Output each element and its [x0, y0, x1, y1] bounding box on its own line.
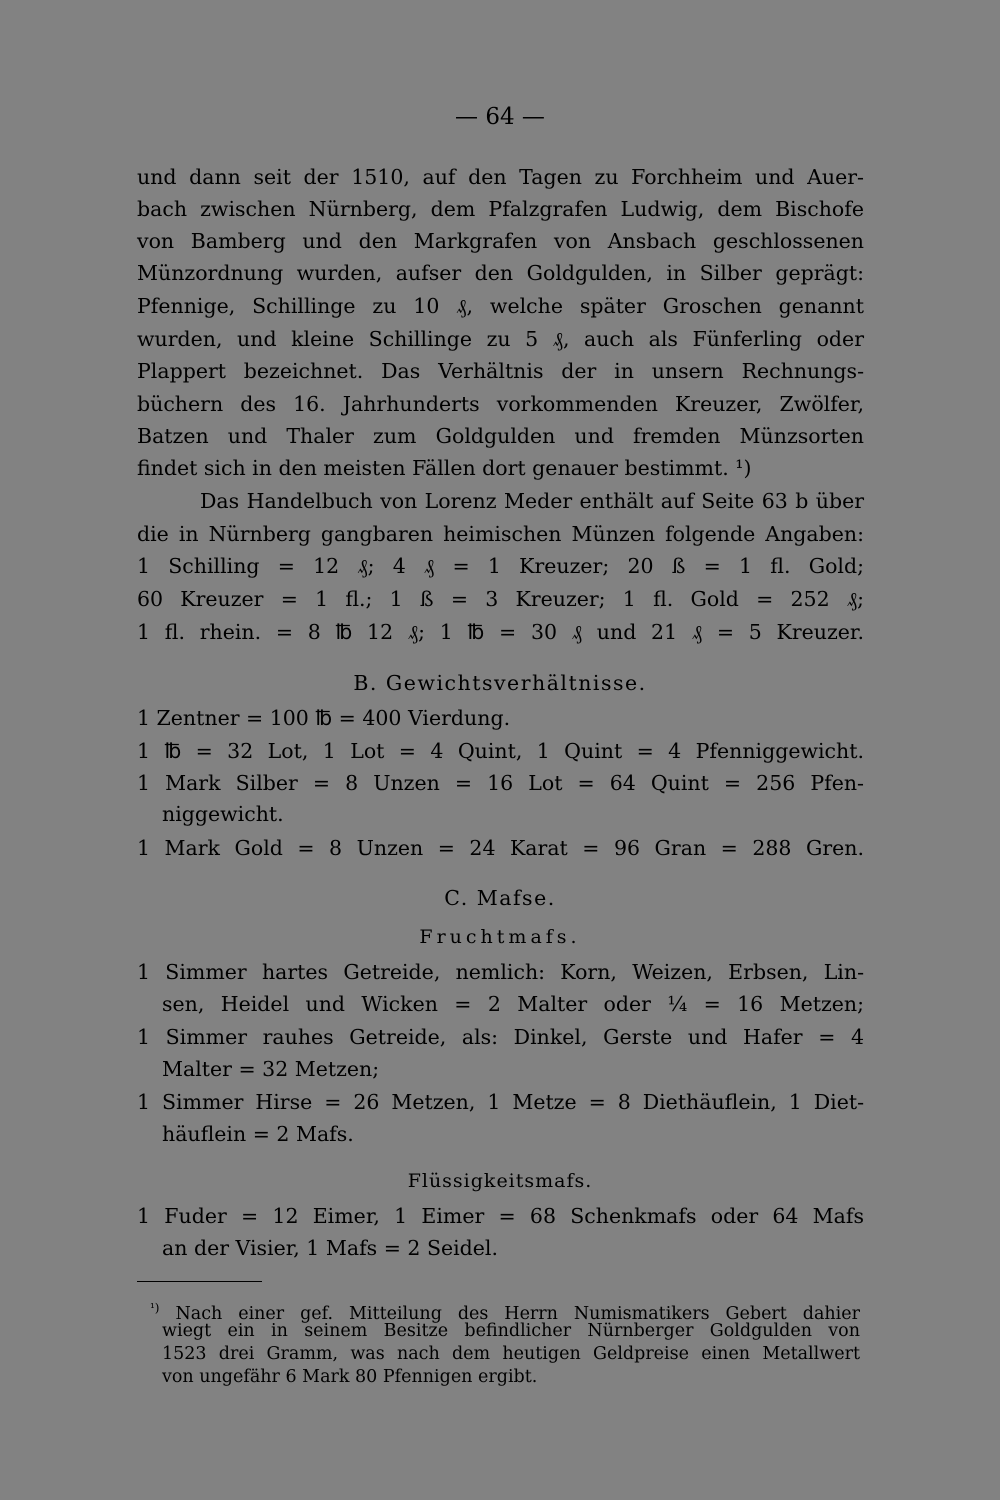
equation-line: 1 Zentner = 100 ℔ = 400 Vierdung. — [137, 706, 511, 730]
text-line: Plappert bezeichnet. Das Verhältnis der in unsern Rechnungs- — [137, 359, 864, 383]
footnote-mark: ¹) — [150, 1301, 160, 1315]
text-line: 1 Simmer rauhes Getreide, als: Dinkel, Gerste und Hafer = 4 — [137, 1025, 864, 1049]
text-line: bach zwischen Nürnberg, dem Pfalzgrafen Ludwig, dem Bischofe — [137, 197, 864, 221]
equation-line: 1 Mark Silber = 8 Unzen = 16 Lot = 64 Quint = 256 Pfen- — [137, 771, 864, 795]
text-line: sen, Heidel und Wicken = 2 Malter oder ¼ = 16 Metzen; — [162, 992, 864, 1016]
footnote-line: von ungefähr 6 Mark 80 Pfennigen ergibt. — [162, 1367, 538, 1387]
footnote-text: Nach einer gef. Mitteilung des Herrn Numismatikers Gebert dahier — [175, 1303, 860, 1324]
text-line: findet sich in den meisten Fällen dort genauer bestimmt. ¹) — [137, 456, 752, 480]
text-line: die in Nürnberg gangbaren heimischen Münzen folgende Angaben: — [137, 522, 864, 546]
page-number: — 64 — — [455, 104, 545, 130]
text-line: Münzordnung wurden, aufser den Goldgulden, in Silber geprägt: — [137, 261, 864, 285]
text-line: und dann seit der 1510, auf den Tagen zu Forchheim und Auer- — [137, 165, 864, 189]
text-line: wurden, und kleine Schillinge zu 5 ₰, auch als Fünferling oder — [137, 327, 864, 351]
subheading-fluessigkeitsmass: Flüssigkeitsmafs. — [407, 1170, 593, 1192]
text-line: Malter = 32 Metzen; — [162, 1057, 380, 1081]
equation-line: 60 Kreuzer = 1 fl.; 1 ß = 3 Kreuzer; 1 fl. Gold = 252 ₰; — [137, 587, 864, 611]
equation-line: niggewicht. — [162, 802, 284, 826]
footnote-line: wiegt ein in seinem Besitze befindlicher Nürnberger Goldgulden von — [162, 1321, 860, 1341]
text-line: Batzen und Thaler zum Goldgulden und fremden Münzsorten — [137, 424, 864, 448]
equation-line: 1 fl. rhein. = 8 ℔ 12 ₰; 1 ℔ = 30 ₰ und 21 ₰ = 5 Kreuzer. — [137, 620, 864, 644]
footnote-divider — [137, 1281, 262, 1282]
subheading-fruchtmass: Fruchtmafs. — [419, 926, 581, 948]
text-line: 1 Fuder = 12 Eimer, 1 Eimer = 68 Schenkmafs oder 64 Mafs — [137, 1204, 864, 1228]
text-line: büchern des 16. Jahrhunderts vorkommenden Kreuzer, Zwölfer, — [137, 392, 864, 416]
text-line: von Bamberg und den Markgrafen von Ansbach geschlossenen — [137, 229, 864, 253]
section-heading-c: C. Mafse. — [444, 886, 556, 910]
text-line: 1 Simmer hartes Getreide, nemlich: Korn, Weizen, Erbsen, Lin- — [137, 960, 864, 984]
text-line: 1 Simmer Hirse = 26 Metzen, 1 Metze = 8 Diethäuflein, 1 Diet- — [137, 1090, 864, 1114]
footnote-line: 1523 drei Gramm, was nach dem heutigen Geldpreise einen Metallwert — [162, 1344, 860, 1364]
equation-line: 1 ℔ = 32 Lot, 1 Lot = 4 Quint, 1 Quint = 4 Pfenniggewicht. — [137, 739, 864, 763]
text-line: an der Visier, 1 Mafs = 2 Seidel. — [162, 1236, 499, 1260]
text-line: häuflein = 2 Mafs. — [162, 1122, 354, 1146]
text-line: Pfennige, Schillinge zu 10 ₰, welche später Groschen genannt — [137, 294, 864, 318]
section-heading-b: B. Gewichtsverhältnisse. — [353, 671, 647, 695]
text-line: Das Handelbuch von Lorenz Meder enthält auf Seite 63 b über — [200, 489, 864, 513]
equation-line: 1 Schilling = 12 ₰; 4 ₰ = 1 Kreuzer; 20 ß = 1 fl. Gold; — [137, 554, 864, 578]
equation-line: 1 Mark Gold = 8 Unzen = 24 Karat = 96 Gran = 288 Gren. — [137, 836, 864, 860]
